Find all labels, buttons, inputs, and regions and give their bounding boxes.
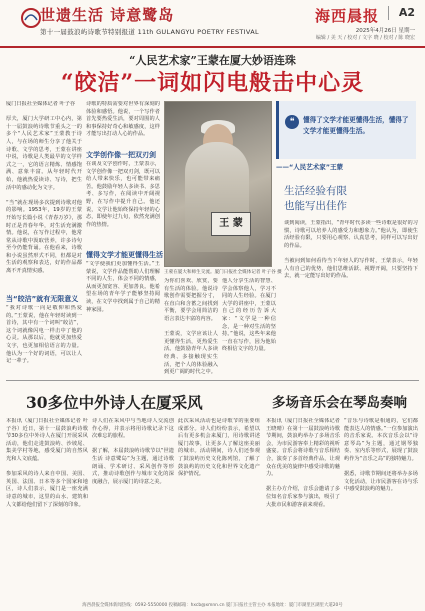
quote-icon: ❝ xyxy=(285,115,299,129)
story2-column-3: 此次采风活动也是诗歌节的重要组成部分。诗人们纷纷表示，希望以后有更多机会来厦门，用诗歌讲述厦门故事，让更多人了解这座美丽的城市。活动期间，诗人们还参观了鼓浪屿历史文化陈列馆，了解了鼓浪屿的历史文化和世界文化遗产保护情况。 xyxy=(178,418,260,478)
page-number: A2 xyxy=(398,6,415,19)
newspaper-name: 海西晨报 xyxy=(314,7,379,25)
story2-column-2: 诗人们在采风中与当地诗人交流创作心得，并表示将用诗歌记录下这次难忘的旅程。 据了解，本届鼓浪屿诗歌节以“世遗生活 诗意鹭岛”为主题，通过诗歌朗诵、学术研讨、采风创作等形式，推动诗歌创作与城市文化的深度融合，展示厦门的诗意之美。 xyxy=(92,418,174,485)
photo-name-sign: 王 蒙 xyxy=(211,212,251,236)
masthead xyxy=(0,0,425,48)
pull-quote-source: ——“人民艺术家”王蒙 xyxy=(276,163,344,171)
lead-photo xyxy=(164,101,272,267)
lead-column-5: 谈到阅读，王蒙指出，“青年时代多读一些诗歌是很好的习惯，诗歌可以培养人的感受力和想象力。”他认为，即使生活经验有限，只要用心观察、认真思考，同样可以写出好的作品。 当被问到如何看待当下年轻人的写作时，王蒙表示，年轻人有自己的优势，他们思维活跃、视野开阔，只要坚持下去，就一定能写出好的作品。 xyxy=(284,220,418,280)
page-separator xyxy=(388,6,389,20)
lead-column-3: 为你们喜欢、欣赏，要有生活的体验。他说诗歌创作需要把握分寸，在直白和含蓄之间找到平衡，要学会用简洁的语言表达丰富的内容。 王蒙说，文学应该让人更懂得生活，更热爱生活。他鼓励青年人多读经典、多接触现实生活，把个人的体验融入到更广阔的时代之中。 xyxy=(164,278,218,376)
section-divider xyxy=(6,380,419,381)
lead-column-2: 诗歌的特质需要对世界有深刻的体验和感悟。他说，一个写作者首先要热爱生活，要对周围的人和事保持好奇心和敏感度，这样才能写出打动人心的作品。 xyxy=(86,101,160,138)
pull-quote xyxy=(276,101,416,159)
page-footer: 海西晨报全媒体新闻热线：0592-5550000 投稿邮箱：hxcb@xmnn.cn 厦门日报社主管主办 本报地址：厦门市湖里区湖里大道20号 xyxy=(82,603,343,608)
lead-subhead-3: 懂得文学才能更懂得生活 xyxy=(86,251,163,259)
lead-column-1b: “我对诗歌一向是敬仰和热爱的。”王蒙说，他在年轻时读到一首诗，其中有一个词叫“皎洁”，这个词就像闪电一样击中了他的心灵。从那以后，他就更加热爱文字，也更加相信语言的力量。他认为一个好的词语，可以让人记一辈子。 xyxy=(6,305,82,365)
festival-title: 世遗生活 诗意鹭岛 xyxy=(40,6,175,24)
lead-subhead-2: 文学创作像一把双刃剑 xyxy=(86,151,156,159)
lead-column-2c: “文学使我们更加懂得生活。”王蒙说，文学作品能帮助人们理解不同的人生，体会不同的情感，从而更加宽容、更加善良。他希望在场的青年学子能够坚持阅读，在文学中找到属于自己的精神家园。 xyxy=(86,261,160,313)
lead-column-2b: 在谈及文学创作时，王蒙表示，文学创作像一把双刃剑，既可以给人带来快乐，也可能带来痛苦。他鼓励年轻人多读书、多思考、多写作，在阅读中开阔视野，在写作中提升自己。他还说，文学让他始终保持年轻的心态，即使年过九旬，依然充满创作的热情。 xyxy=(86,161,160,228)
story3-column-2: “音乐与诗歌是相通的，它们都能表达人的情感。”一位参加演出的音乐家说。本次音乐会以“诗意琴岛”为主题，通过钢琴独奏、室内乐等形式，展现了鼓浪屿作为“音乐之岛”的独特魅力。 据悉，诗歌节期间还将举办多场文化活动，让市民游客在诗与乐中感受鼓浪屿的魅力。 xyxy=(344,418,418,493)
lead-headline: “皎洁”一词如闪电般击中心灵 xyxy=(60,70,365,96)
lead-column-4: 他人分享生活的智慧、学会体察他人，学习不同的人生经验。在厦门大学的讲座中，王蒙以自己的经历告诉大家：“文学是一种信念，是一种对生活的坚持。”他说，这些年来他一直在写作，因为他始终相信文字的力量。 xyxy=(222,278,276,353)
story3-column-1: 本报讯（厦门日报社全媒体记者 王晓晴）在第十一届鼓浪屿诗歌节期间，鼓浪屿举办了多场音乐会，为市民游客奉上精彩的视听盛宴。音乐会将诗歌与音乐相结合，演奏了多首经典作品，让观众在优美的旋律中感受诗歌的魅力。 据主办方介绍，音乐会邀请了多位知名音乐家参与演出，吸引了大批市民和游客前来观看。 xyxy=(266,418,340,508)
photo-caption: 王蒙在厦大和师生交流。厦门日报社全媒体记者 叶子谷 摄 xyxy=(164,270,282,275)
side-title: 生活经验有限 也能写出佳作 xyxy=(284,185,347,212)
lead-column-1: 厦门日报社全媒体记者 叶子谷 厚夫，厦门大学研工中心内，第十一届鼓浪屿诗歌节重头之一的多个“人民艺术家”王蒙教于诗人，与在场的师生分享了他关于诗歌、文学的思考，王蒙在讲座中说，诗歌是人类最早的文学样式之一，它的语言精炼、情感饱满、意象丰富。从年轻时代开始，他就热爱读诗、写诗，把生活中的感动化为文字。 “当”就在现场多次提到诗歌对他的影响。1953年，19岁的王蒙开始写长篇小说《青春万岁》，那时正是青春年华，对生活充满激情。他说，在写作过程中，他常常从诗歌中汲取营养，许多诗句至今仍能背诵。在他看来，诗歌和小说虽然形式不同，但都是对生活的观察和表达，好的作品都离不开真情实感。 xyxy=(6,101,82,275)
lead-kicker: “人民艺术家”王蒙在厦大妙语连珠 xyxy=(129,54,296,67)
story2-column-1: 本报讯（厦门日报社全媒体记者 叶子谷）近日，第十一届鼓浪屿诗歌节30多位中外诗人在厦门开展采风活动，他们走进鼓浪屿、沙坡尾、集美学村等地，感受厦门的自然风光和人文底蕴。 参加采风的诗人来自中国、美国、英国、法国、日本等多个国家和地区，诗人们表示，厦门是一座充满诗意的城市，这里的山水、建筑和人文都给他们留下了深刻的印象。 xyxy=(6,418,88,508)
pull-quote-text: 懂得了文学才能更懂得生活，懂得了文学才能更懂得生活。 xyxy=(303,116,409,135)
story3-headline: 多场音乐会在琴岛奏响 xyxy=(272,395,407,411)
editor-credits: 编辑 / 美 天 / 校对 / 文字 晓 / 校对 / 陈 晓宏 xyxy=(315,35,415,41)
festival-subtitle: 第十一届鼓浪屿诗歌节特别报道 11th GULANGYU POETRY FESTIVAL xyxy=(40,28,259,36)
issue-date: 2025年4月26日 星期一 xyxy=(355,28,415,34)
lead-subhead-1: 当“皎洁”就有无限意义 xyxy=(6,295,79,303)
story2-headline: 30多位中外诗人在厦采风 xyxy=(26,393,203,412)
